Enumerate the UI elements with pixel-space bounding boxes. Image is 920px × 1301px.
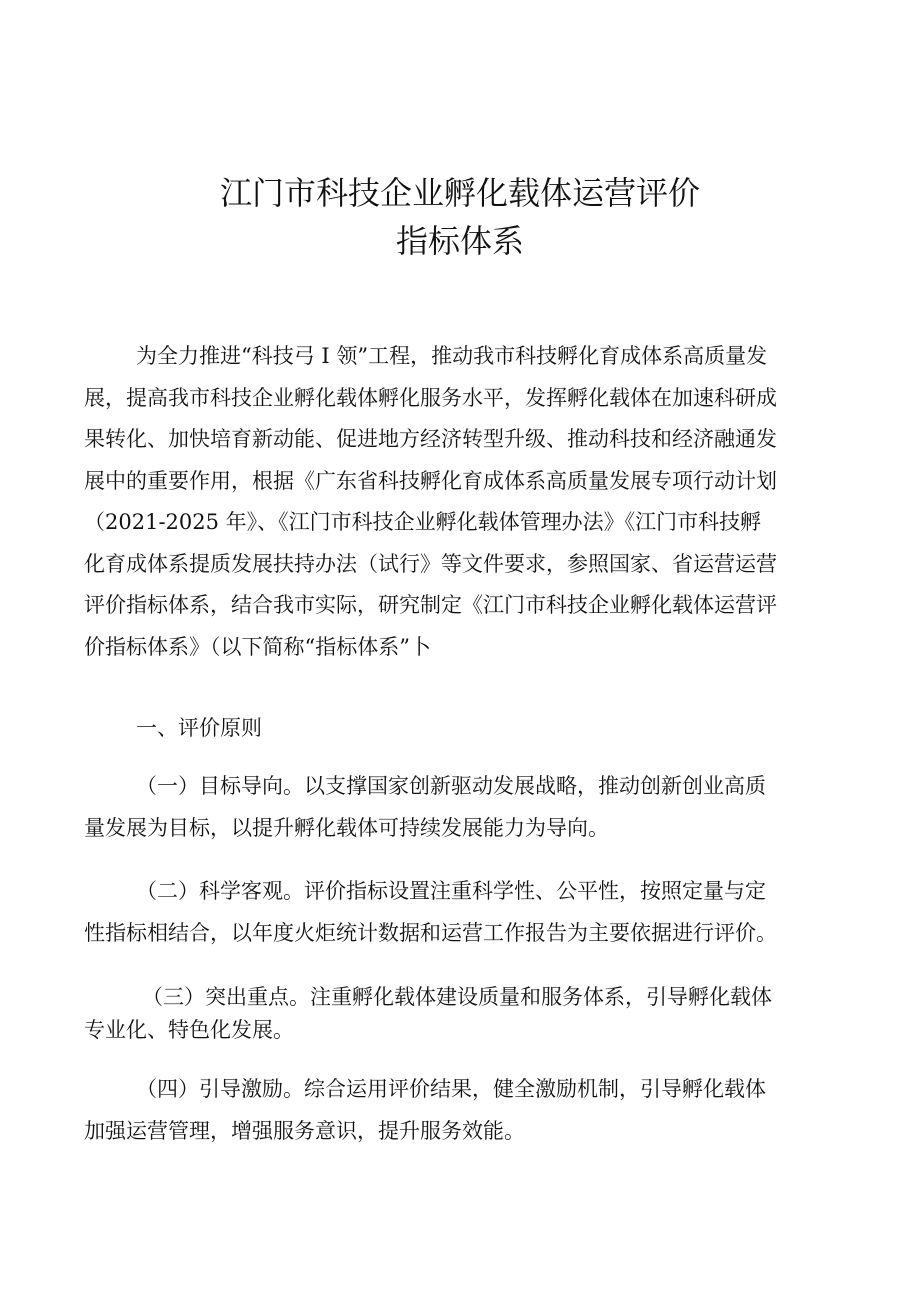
principle-2-paragraph [84, 871, 844, 954]
intro-line: 化育成体系提质发展扶持办法（试行》等文件要求，参照国家、省运营运营 [84, 551, 777, 576]
document-title-line-2: 指标体系 [395, 222, 524, 260]
section-heading-text: 一、评价原则 [136, 716, 262, 740]
intro-paragraph [84, 336, 844, 668]
principle-4-paragraph [84, 1069, 844, 1152]
principle-line: 量发展为目标，以提升孵化载体可持续发展能力为导向。 [84, 815, 609, 840]
principle-line: （二）科学客观。评价指标设置注重科学性、公平性，按照定量与定 [136, 879, 766, 903]
intro-line: 展，提高我市科技企业孵化载体孵化服务水平，发挥孵化载体在加速科研成 [84, 385, 777, 410]
intro-line: 价指标体系》（以下简称“指标体系”卜 [84, 634, 431, 659]
principle-3-paragraph [84, 981, 844, 1047]
principle-line: （三）突出重点。注重孵化载体建设质量和服务体系，引导孵化载体 [142, 985, 772, 1009]
intro-line: 展中的重要作用，根据《广东省科技孵化育成体系高质量发展专项行动计划 [84, 468, 777, 493]
section-heading [84, 708, 844, 750]
document-title-line-1: 江门市科技企业孵化载体运营评价 [219, 174, 700, 212]
principle-line: （四）引导激励。综合运用评价结果，健全激励机制，引导孵化载体 [136, 1077, 766, 1101]
principle-line: （一）目标导向。以支撑国家创新驱动发展战略，推动创新创业高质 [136, 774, 766, 798]
principle-line: 专业化、特色化发展。 [84, 1018, 294, 1042]
intro-line: 评价指标体系，结合我市实际，研究制定《江门市科技企业孵化载体运营评 [84, 593, 777, 617]
intro-line: （2021-2025 年》、《江门市科技企业孵化载体管理办法》《江门市科技孵 [84, 510, 762, 534]
intro-line: 果转化、加快培育新动能、促进地方经济转型升级、推动科技和经济融通发 [84, 427, 777, 451]
principle-line: 性指标相结合，以年度火炬统计数据和运营工作报告为主要依据进行评价。 [84, 920, 777, 945]
principle-1-paragraph [84, 766, 844, 849]
intro-line: 为全力推进“科技弓 I 领”工程，推动我市科技孵化育成体系高质量发 [136, 344, 768, 368]
principle-line: 加强运营管理，增强服务意识，提升服务效能。 [84, 1118, 525, 1143]
